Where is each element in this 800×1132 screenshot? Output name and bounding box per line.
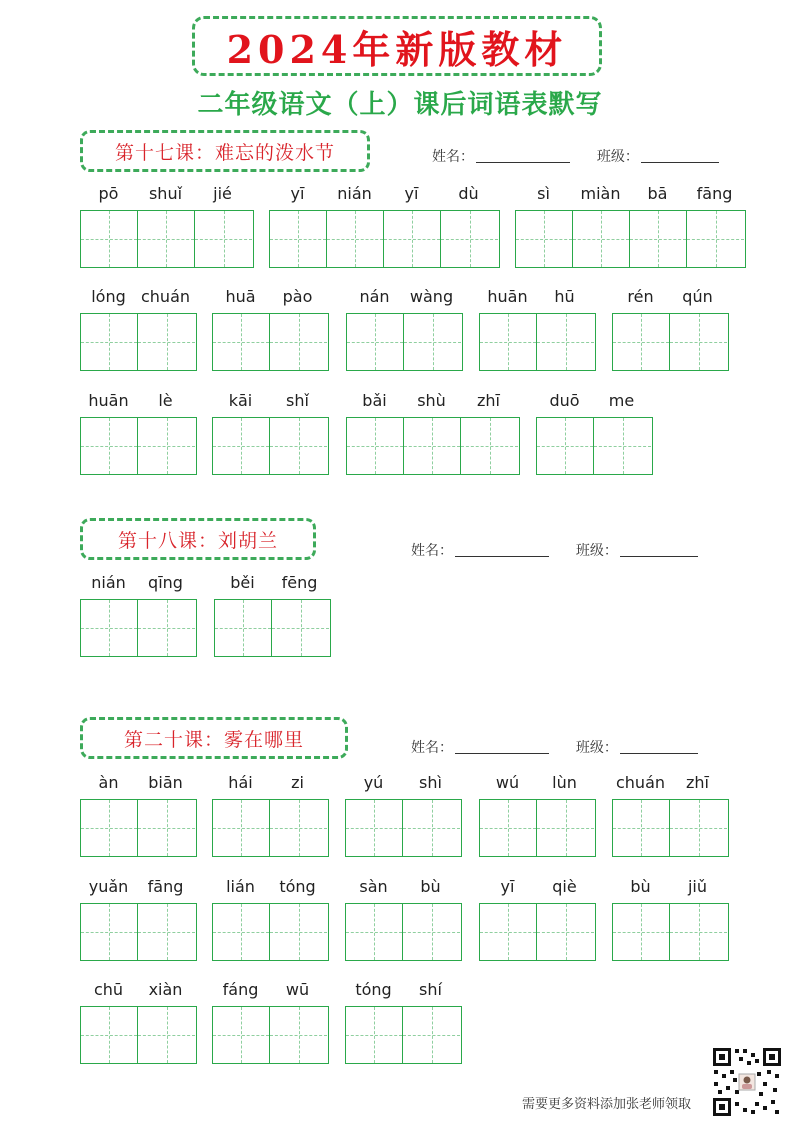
- writing-grid: [80, 599, 197, 657]
- pinyin-row: [612, 287, 726, 309]
- pinyin-syllable: bù: [630, 877, 651, 896]
- pinyin-syllable: shù: [417, 391, 446, 410]
- pinyin-syllable: kāi: [228, 391, 253, 410]
- writing-cell[interactable]: [138, 418, 195, 474]
- pinyin-syllable: wú: [495, 773, 520, 792]
- pinyin-syllable: rén: [627, 287, 654, 306]
- pinyin-syllable: yú: [363, 773, 384, 792]
- pinyin-row: [212, 773, 326, 795]
- writing-cell[interactable]: [687, 211, 744, 267]
- writing-cell[interactable]: [613, 904, 670, 960]
- class-label: 班级：: [575, 740, 618, 756]
- pinyin-syllable: zhī: [477, 391, 500, 410]
- pinyin-syllable: shì: [419, 773, 442, 792]
- writing-grid: [80, 210, 254, 268]
- pinyin-syllable: qīng: [148, 573, 183, 592]
- pinyin-row: [479, 773, 593, 795]
- pinyin-row: [212, 287, 326, 309]
- pinyin-syllable: hái: [228, 773, 253, 792]
- writing-cell[interactable]: [480, 314, 537, 370]
- pinyin-syllable: nián: [91, 573, 126, 592]
- pinyin-syllable: pō: [98, 184, 119, 203]
- writing-cell[interactable]: [516, 211, 573, 267]
- lesson-20-banner: [80, 717, 348, 759]
- footer-note: 需要更多资料添加张老师领取: [522, 1097, 692, 1112]
- writing-grid: [612, 313, 729, 371]
- writing-grid: [515, 210, 746, 268]
- writing-cell[interactable]: [537, 314, 594, 370]
- pinyin-row: [212, 391, 326, 413]
- pinyin-syllable: tóng: [355, 980, 392, 999]
- pinyin-row: [612, 773, 726, 795]
- class-label: 班级：: [575, 543, 618, 559]
- writing-grid: [80, 313, 197, 371]
- lesson-18-banner: [80, 518, 316, 560]
- writing-cell[interactable]: [213, 418, 270, 474]
- writing-grid: [212, 313, 329, 371]
- pinyin-syllable: àn: [98, 773, 119, 792]
- writing-grid: [212, 903, 329, 961]
- pinyin-syllable: huān: [487, 287, 528, 306]
- writing-cell[interactable]: [346, 1007, 403, 1063]
- pinyin-syllable: tóng: [279, 877, 316, 896]
- writing-cell[interactable]: [384, 211, 441, 267]
- lesson-20-title: 第二十课：雾在哪里: [123, 728, 304, 751]
- page-title: 2024年新版教材: [226, 26, 568, 72]
- pinyin-syllable: bā: [647, 184, 668, 203]
- writing-cell[interactable]: [613, 800, 670, 856]
- writing-grid: [346, 417, 520, 475]
- title-banner: [192, 16, 602, 76]
- pinyin-row: [479, 287, 593, 309]
- pinyin-syllable: biān: [148, 773, 183, 792]
- writing-cell[interactable]: [270, 904, 327, 960]
- pinyin-syllable: huān: [88, 391, 129, 410]
- pinyin-syllable: sàn: [359, 877, 388, 896]
- pinyin-row: [345, 877, 459, 899]
- writing-grid: [479, 799, 596, 857]
- name-field[interactable]: [455, 543, 549, 557]
- writing-grid: [345, 1006, 462, 1064]
- writing-grid: [479, 903, 596, 961]
- pinyin-syllable: huā: [225, 287, 256, 306]
- pinyin-syllable: duō: [549, 391, 580, 410]
- pinyin-row: [80, 287, 194, 309]
- pinyin-syllable: wū: [285, 980, 310, 999]
- writing-cell[interactable]: [594, 418, 651, 474]
- pinyin-syllable: dù: [458, 184, 479, 203]
- name-label: 姓名：: [432, 149, 474, 165]
- writing-grid: [212, 417, 329, 475]
- pinyin-syllable: nián: [337, 184, 372, 203]
- writing-cell[interactable]: [81, 800, 138, 856]
- writing-cell[interactable]: [138, 600, 195, 656]
- pinyin-syllable: chū: [93, 980, 124, 999]
- pinyin-syllable: bù: [420, 877, 441, 896]
- writing-cell[interactable]: [327, 211, 384, 267]
- pinyin-syllable: lián: [226, 877, 255, 896]
- pinyin-syllable: běi: [230, 573, 255, 592]
- class-label: 班级：: [596, 149, 639, 165]
- pinyin-syllable: lè: [158, 391, 173, 410]
- writing-cell[interactable]: [81, 418, 138, 474]
- pinyin-row: [515, 184, 743, 206]
- writing-cell[interactable]: [537, 800, 594, 856]
- writing-cell[interactable]: [630, 211, 687, 267]
- lesson-17-info: [432, 146, 719, 166]
- pinyin-row: [612, 877, 726, 899]
- pinyin-row: [269, 184, 497, 206]
- writing-cell[interactable]: [270, 1007, 327, 1063]
- writing-cell[interactable]: [270, 211, 327, 267]
- pinyin-syllable: fāng: [696, 184, 733, 203]
- writing-cell[interactable]: [270, 800, 327, 856]
- pinyin-syllable: jié: [213, 184, 232, 203]
- qr-code-icon[interactable]: [711, 1046, 783, 1118]
- pinyin-syllable: yī: [290, 184, 305, 203]
- writing-cell[interactable]: [138, 314, 195, 370]
- name-label: 姓名：: [411, 543, 453, 559]
- pinyin-syllable: jiǔ: [687, 877, 708, 896]
- pinyin-row: [80, 184, 251, 206]
- pinyin-row: [212, 980, 326, 1002]
- writing-cell[interactable]: [213, 800, 270, 856]
- writing-cell[interactable]: [404, 418, 461, 474]
- writing-cell[interactable]: [81, 600, 138, 656]
- pinyin-row: [80, 877, 194, 899]
- pinyin-row: [536, 391, 650, 413]
- writing-cell[interactable]: [138, 800, 195, 856]
- pinyin-syllable: fāng: [147, 877, 184, 896]
- writing-cell[interactable]: [441, 211, 498, 267]
- writing-cell[interactable]: [537, 904, 594, 960]
- writing-grid: [345, 903, 462, 961]
- writing-cell[interactable]: [81, 1007, 138, 1063]
- writing-cell[interactable]: [403, 904, 460, 960]
- writing-cell[interactable]: [670, 314, 727, 370]
- writing-cell[interactable]: [347, 314, 404, 370]
- writing-grid: [612, 799, 729, 857]
- writing-cell[interactable]: [213, 904, 270, 960]
- writing-grid: [214, 599, 331, 657]
- pinyin-syllable: zhī: [686, 773, 709, 792]
- writing-cell[interactable]: [537, 418, 594, 474]
- lesson-20-info: [411, 737, 698, 757]
- writing-cell[interactable]: [346, 904, 403, 960]
- pinyin-row: [80, 980, 194, 1002]
- writing-grid: [212, 1006, 329, 1064]
- pinyin-syllable: yī: [404, 184, 419, 203]
- writing-cell[interactable]: [81, 211, 138, 267]
- writing-grid: [345, 799, 462, 857]
- writing-cell[interactable]: [213, 314, 270, 370]
- pinyin-row: [346, 391, 517, 413]
- pinyin-syllable: bǎi: [362, 391, 387, 410]
- pinyin-syllable: xiàn: [148, 980, 183, 999]
- writing-cell[interactable]: [480, 904, 537, 960]
- pinyin-row: [214, 573, 328, 595]
- writing-cell[interactable]: [270, 314, 327, 370]
- lesson-17-banner: [80, 130, 370, 172]
- pinyin-row: [80, 391, 194, 413]
- pinyin-row: [345, 773, 459, 795]
- lesson-17-title: 第十七课：难忘的泼水节: [114, 141, 335, 164]
- writing-cell[interactable]: [213, 1007, 270, 1063]
- writing-cell[interactable]: [138, 211, 195, 267]
- writing-cell[interactable]: [670, 904, 727, 960]
- pinyin-row: [479, 877, 593, 899]
- pinyin-row: [80, 573, 194, 595]
- pinyin-syllable: miàn: [580, 184, 621, 203]
- writing-grid: [80, 903, 197, 961]
- writing-grid: [80, 799, 197, 857]
- writing-cell[interactable]: [403, 1007, 460, 1063]
- writing-cell[interactable]: [195, 211, 252, 267]
- writing-cell[interactable]: [138, 904, 195, 960]
- writing-grid: [269, 210, 500, 268]
- lesson-18-title: 第十八课：刘胡兰: [117, 529, 278, 552]
- pinyin-syllable: nán: [359, 287, 390, 306]
- writing-cell[interactable]: [403, 800, 460, 856]
- pinyin-syllable: lóng: [91, 287, 126, 306]
- pinyin-syllable: shǐ: [286, 391, 309, 410]
- writing-cell[interactable]: [81, 904, 138, 960]
- pinyin-syllable: chuán: [140, 287, 191, 306]
- pinyin-syllable: fáng: [222, 980, 259, 999]
- pinyin-row: [345, 980, 459, 1002]
- pinyin-syllable: wàng: [409, 287, 454, 306]
- pinyin-row: [80, 773, 194, 795]
- writing-grid: [479, 313, 596, 371]
- pinyin-syllable: lùn: [552, 773, 577, 792]
- writing-grid: [212, 799, 329, 857]
- writing-cell[interactable]: [573, 211, 630, 267]
- pinyin-syllable: me: [608, 391, 635, 410]
- writing-cell[interactable]: [215, 600, 272, 656]
- pinyin-syllable: qiè: [552, 877, 577, 896]
- class-field[interactable]: [641, 149, 719, 163]
- writing-cell[interactable]: [613, 314, 670, 370]
- pinyin-syllable: shuǐ: [148, 184, 183, 203]
- pinyin-syllable: yuǎn: [88, 877, 129, 896]
- writing-cell[interactable]: [272, 600, 329, 656]
- pinyin-syllable: shí: [419, 980, 442, 999]
- page-subtitle: 二年级语文（上）课后词语表默写: [197, 90, 603, 120]
- writing-cell[interactable]: [404, 314, 461, 370]
- writing-cell[interactable]: [138, 1007, 195, 1063]
- writing-cell[interactable]: [346, 800, 403, 856]
- writing-cell[interactable]: [270, 418, 327, 474]
- name-field[interactable]: [455, 740, 549, 754]
- writing-cell[interactable]: [670, 800, 727, 856]
- lesson-18-info: [411, 540, 698, 560]
- pinyin-syllable: fēng: [281, 573, 318, 592]
- pinyin-syllable: sì: [537, 184, 550, 203]
- pinyin-syllable: yī: [500, 877, 515, 896]
- class-field[interactable]: [620, 543, 698, 557]
- writing-cell[interactable]: [347, 418, 404, 474]
- pinyin-row: [212, 877, 326, 899]
- pinyin-row: [346, 287, 460, 309]
- pinyin-syllable: qún: [682, 287, 713, 306]
- writing-grid: [612, 903, 729, 961]
- pinyin-syllable: pào: [282, 287, 313, 306]
- writing-cell[interactable]: [480, 800, 537, 856]
- class-field[interactable]: [620, 740, 698, 754]
- writing-cell[interactable]: [81, 314, 138, 370]
- writing-cell[interactable]: [461, 418, 518, 474]
- pinyin-syllable: hū: [554, 287, 575, 306]
- writing-grid: [346, 313, 463, 371]
- name-field[interactable]: [476, 149, 570, 163]
- writing-grid: [536, 417, 653, 475]
- pinyin-syllable: zi: [291, 773, 304, 792]
- name-label: 姓名：: [411, 740, 453, 756]
- writing-grid: [80, 417, 197, 475]
- writing-grid: [80, 1006, 197, 1064]
- pinyin-syllable: chuán: [615, 773, 666, 792]
